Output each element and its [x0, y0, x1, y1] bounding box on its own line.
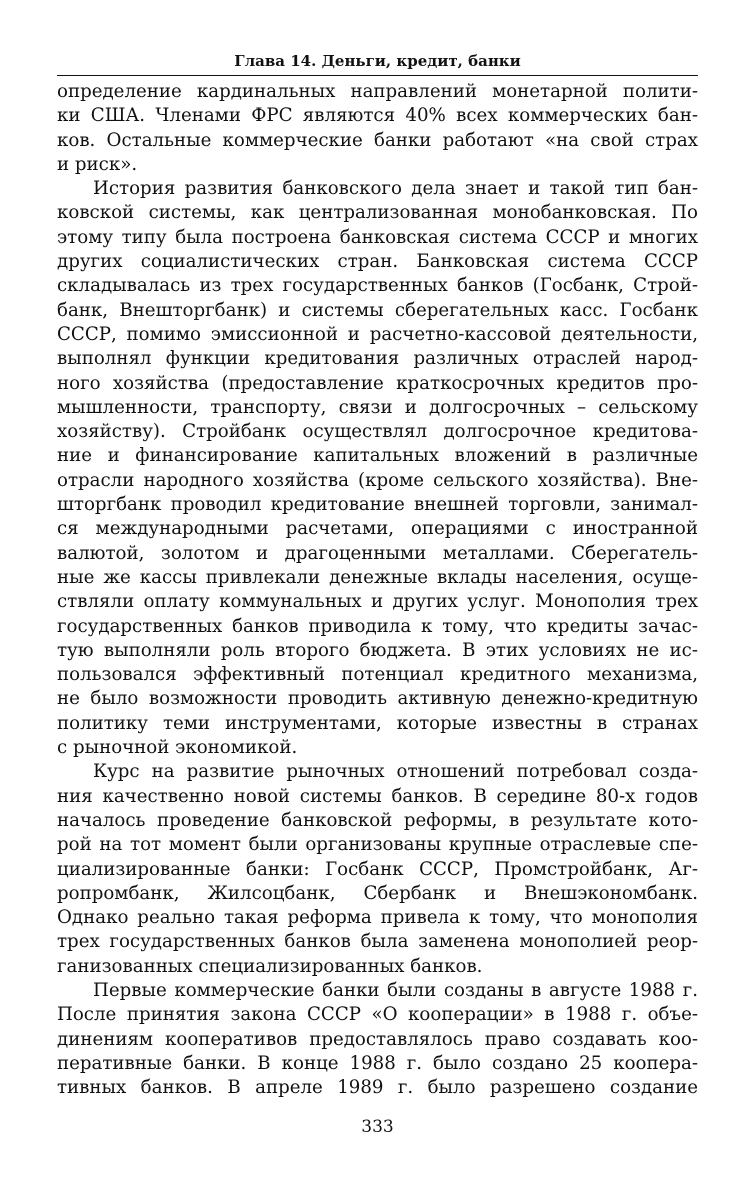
text-line: банк, Внешторгбанк) и системы сберегательных касс. Госбанк — [57, 299, 698, 321]
header-rule — [57, 75, 698, 76]
text-line: тую выполняли роль второго бюджета. В этих условиях не ис- — [57, 639, 698, 661]
text-line: ков. Остальные коммерческие банки работают «на свой страх — [57, 129, 698, 151]
text-line: динениям кооперативов предоставлялось право создавать коо- — [57, 1028, 698, 1050]
text-line: политику теми инструментами, которые известны в странах — [57, 712, 698, 734]
text-line: государственных банков приводила к тому, что кредиты зачас- — [57, 615, 698, 637]
text-line: циализированные банки: Госбанк СССР, Промстройбанк, Аг- — [57, 858, 698, 880]
text-line: тивных банков. В апреле 1989 г. было разрешено создание — [57, 1077, 698, 1099]
text-line: ки США. Членами ФРС являются 40% всех коммерческих бан- — [57, 105, 698, 127]
text-line: хозяйству). Стройбанк осуществлял долгосрочное кредитова- — [57, 421, 698, 443]
text-line: и риск». — [57, 153, 138, 175]
text-line: ковской системы, как централизованная монобанковская. По — [57, 202, 698, 224]
text-line: рой на тот момент были организованы крупные отраслевые спе- — [57, 834, 698, 856]
running-head: Глава 14. Деньги, кредит, банки — [234, 52, 521, 70]
text-line: началось проведение банковской реформы, в результате кото- — [57, 809, 698, 831]
text-line: других социалистических стран. Банковская система СССР — [57, 251, 698, 273]
body-text — [57, 80, 698, 1100]
text-line: ганизованных специализированных банков. — [57, 955, 483, 977]
page-number: 333 — [361, 1117, 394, 1137]
text-line: с рыночной экономикой. — [57, 737, 298, 759]
text-line: ропромбанк, Жилсоцбанк, Сбербанк и Внешэкономбанк. — [57, 882, 698, 904]
text-line: ствляли оплату коммунальных и других услуг. Монополия трех — [57, 591, 698, 613]
text-line: Первые коммерческие банки были созданы в августе 1988 г. — [93, 979, 698, 1001]
text-line: выполнял функции кредитования различных отраслей народ- — [57, 348, 698, 370]
text-line: не было возможности проводить активную денежно-кредитную — [57, 688, 698, 710]
text-line: перативные банки. В конце 1988 г. было создано 25 коопера- — [57, 1052, 698, 1074]
text-line: валютой, золотом и драгоценными металлами. Сберегатель- — [57, 542, 698, 564]
text-line: шторгбанк проводил кредитование внешней торговли, занимал- — [57, 494, 698, 516]
text-line: История развития банковского дела знает и такой тип бан- — [93, 178, 698, 200]
text-line: ние и финансирование капитальных вложений в различные — [57, 445, 698, 467]
text-line: мышленности, транспорту, связи и долгосрочных – сельскому — [57, 396, 698, 418]
text-line: складывалась из трех государственных банков (Госбанк, Строй- — [57, 275, 698, 297]
text-line: ния качественно новой системы банков. В середине 80-х годов — [57, 785, 698, 807]
text-line: Однако реально такая реформа привела к тому, что монополия — [57, 907, 698, 929]
text-line: Курс на развитие рыночных отношений потребовал созда- — [93, 761, 698, 783]
text-line: После принятия закона СССР «О кооперации» в 1988 г. объе- — [57, 1004, 698, 1026]
text-line: трех государственных банков была заменена монополией реор- — [57, 931, 698, 953]
text-line: пользовался эффективный потенциал кредитного механизма, — [57, 664, 698, 686]
text-line: СССР, помимо эмиссионной и расчетно-кассовой деятельности, — [57, 323, 698, 345]
text-line: этому типу была построена банковская система СССР и многих — [57, 226, 698, 248]
text-line: определение кардинальных направлений монетарной полити- — [57, 81, 698, 102]
text-line: ного хозяйства (предоставление краткосрочных кредитов про- — [57, 372, 698, 394]
text-line: ные же кассы привлекали денежные вклады населения, осуще- — [57, 566, 698, 588]
text-line: отрасли народного хозяйства (кроме сельского хозяйства). Вне- — [57, 469, 698, 491]
text-line: ся международными расчетами, операциями с иностранной — [57, 518, 698, 540]
